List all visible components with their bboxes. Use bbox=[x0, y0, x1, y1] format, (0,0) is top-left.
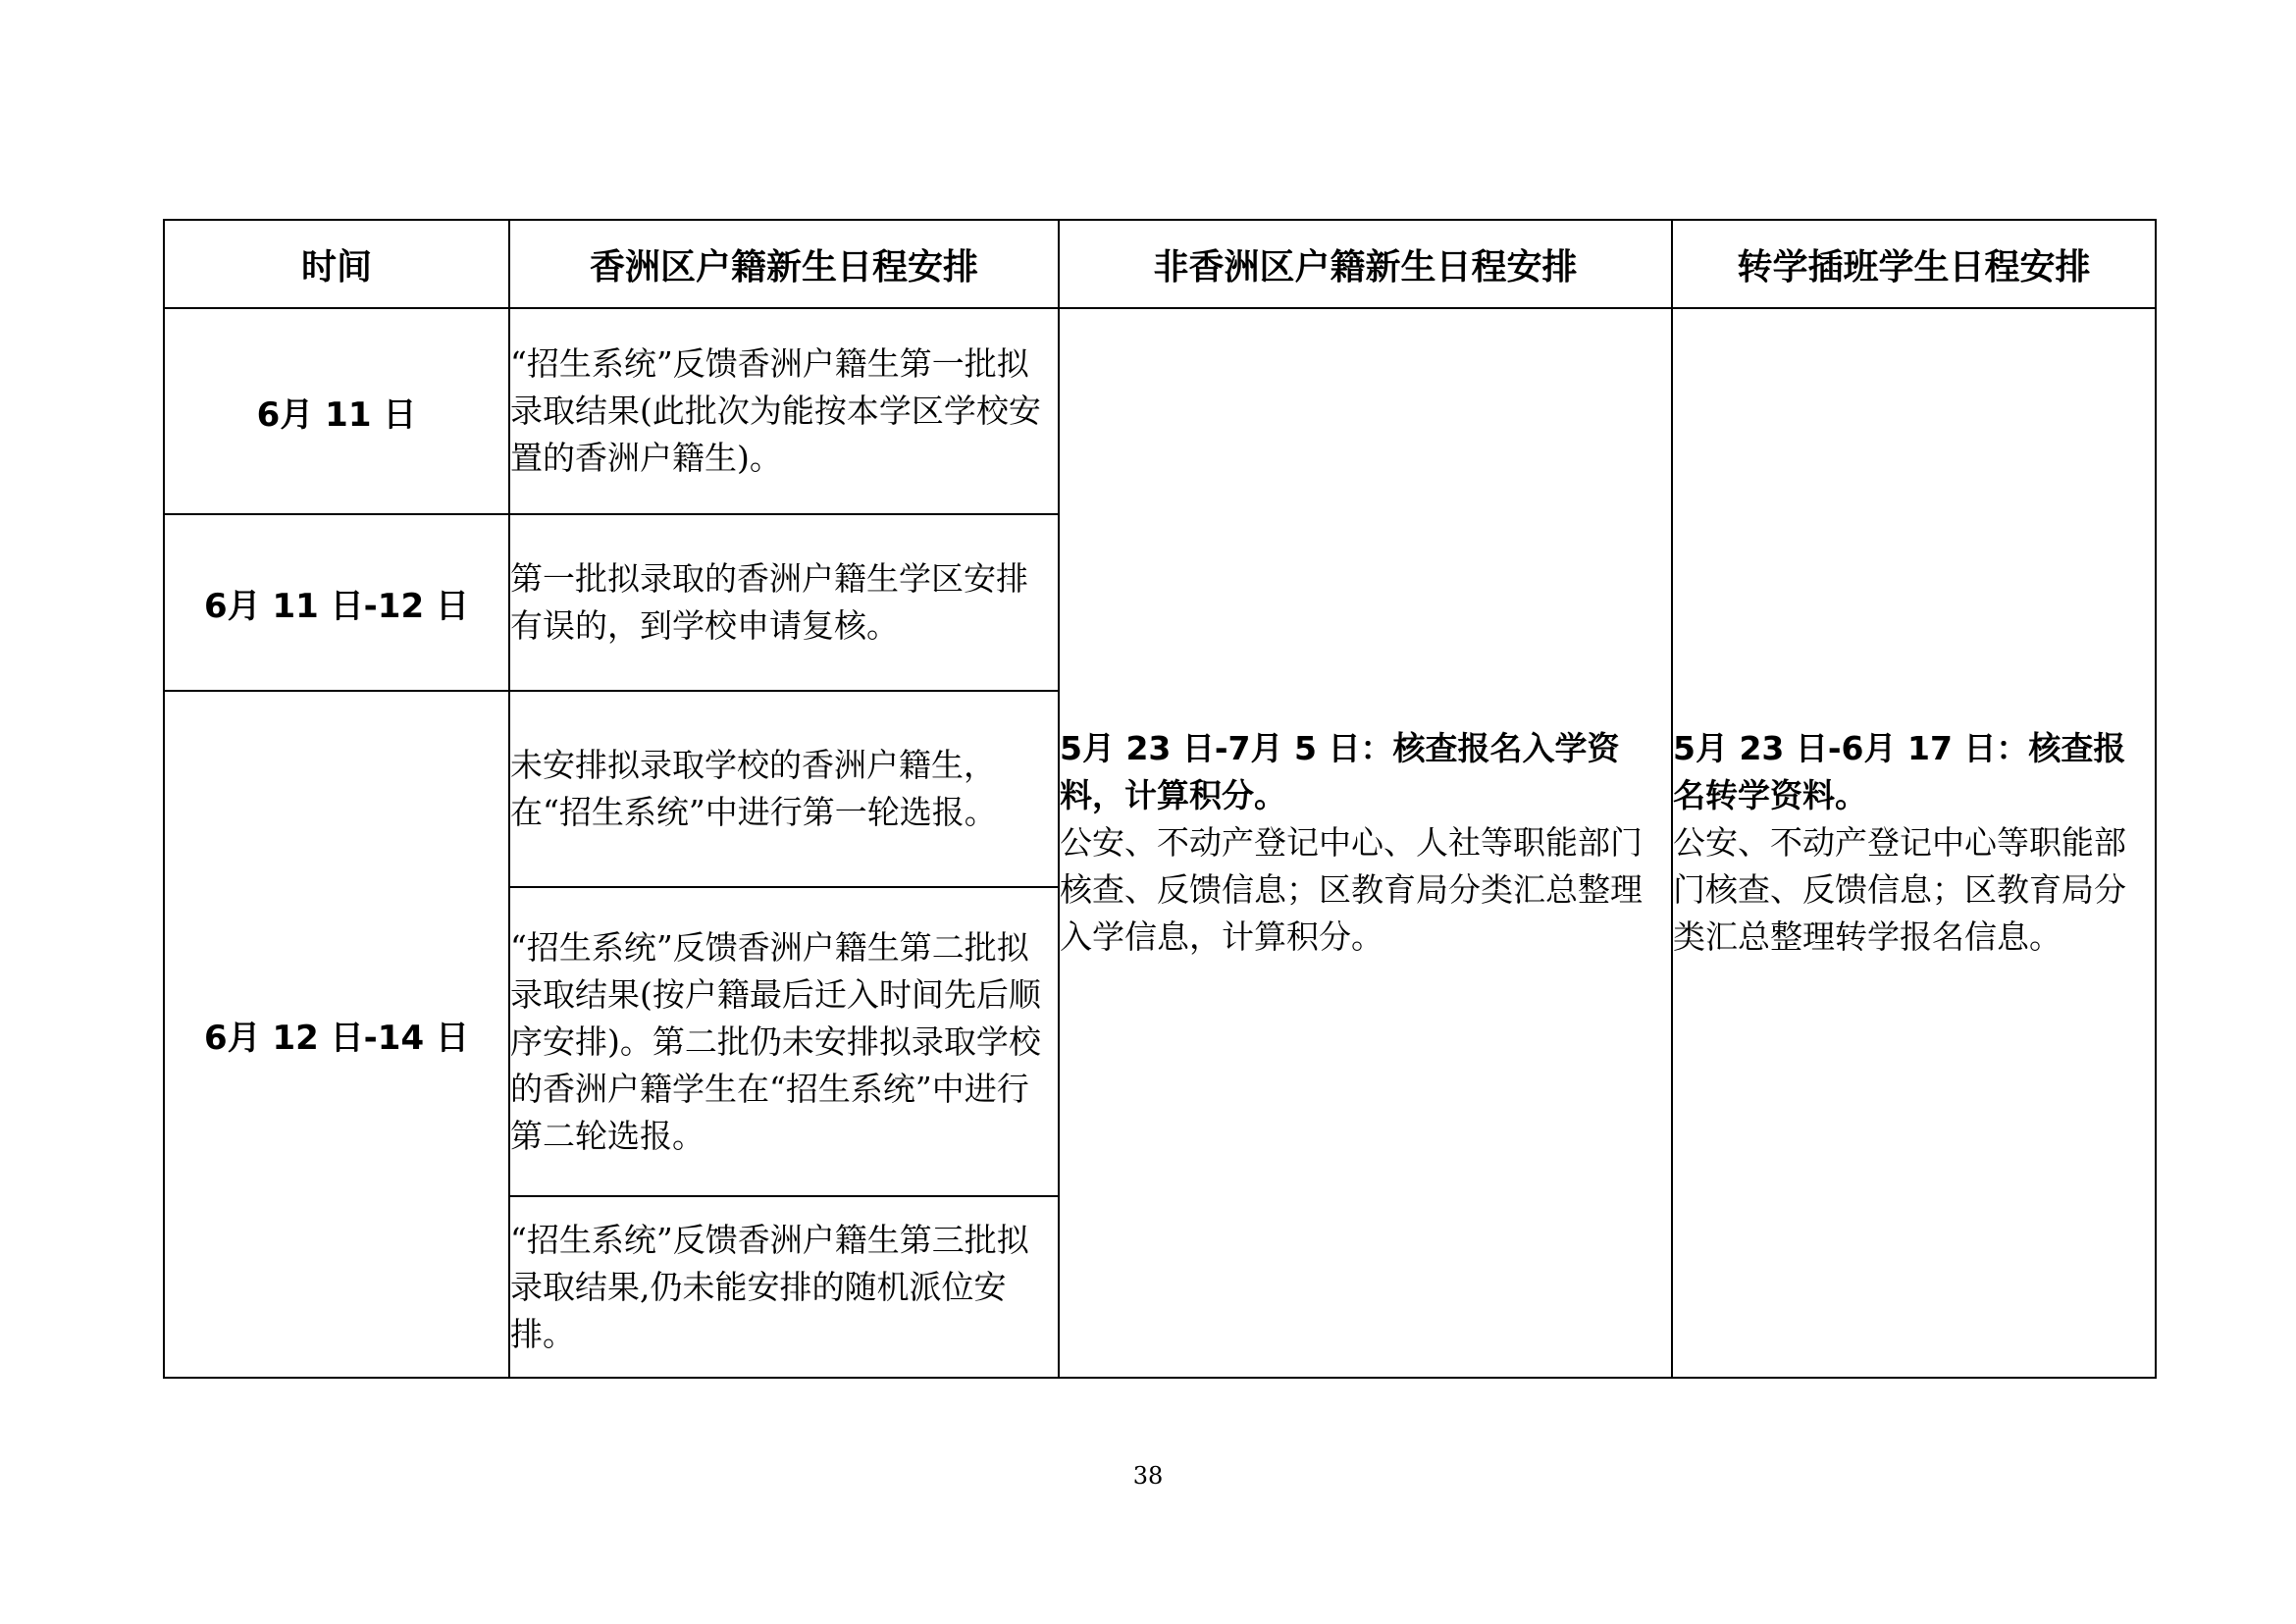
xz-cell: “招生系统”反馈香洲户籍生第二批拟录取结果(按户籍最后迁入时间先后顺序安排)。第二批仍未安排拟录取学校的香洲户籍学生在“招生系统”中进行第二轮选报。 bbox=[509, 887, 1059, 1196]
xz-cell: 未安排拟录取学校的香洲户籍生，在“招生系统”中进行第一轮选报。 bbox=[509, 691, 1059, 887]
transfer-text: 公安、不动产登记中心等职能部门核查、反馈信息；区教育局分类汇总整理转学报名信息。 bbox=[1673, 823, 2126, 956]
table-row bbox=[164, 308, 2156, 514]
transfer-bold-text: 5月 23 日-6月 17 日：核查报名转学资料。 bbox=[1673, 729, 2126, 814]
date-cell: 6月 11 日-12 日 bbox=[164, 514, 509, 691]
date-cell: 6月 12 日-14 日 bbox=[164, 691, 509, 1378]
header-non-xz-schedule: 非香洲区户籍新生日程安排 bbox=[1059, 220, 1672, 308]
date-cell: 6月 11 日 bbox=[164, 308, 509, 514]
header-xz-schedule: 香洲区户籍新生日程安排 bbox=[509, 220, 1059, 308]
non-xz-text: 公安、不动产登记中心、人社等职能部门核查、反馈信息；区教育局分类汇总整理入学信息，计算积分。 bbox=[1060, 823, 1643, 956]
xz-cell: “招生系统”反馈香洲户籍生第一批拟录取结果(此批次为能按本学区学校安置的香洲户籍生)。 bbox=[509, 308, 1059, 514]
header-transfer-schedule: 转学插班学生日程安排 bbox=[1672, 220, 2156, 308]
transfer-cell bbox=[1672, 308, 2156, 1378]
schedule-table bbox=[163, 219, 2157, 1379]
non-xz-cell bbox=[1059, 308, 1672, 1378]
non-xz-bold-text: 5月 23 日-7月 5 日：核查报名入学资料，计算积分。 bbox=[1060, 729, 1620, 814]
page-number: 38 bbox=[1132, 1462, 1164, 1490]
header-time: 时间 bbox=[164, 220, 509, 308]
header-row bbox=[164, 220, 2156, 308]
xz-cell: 第一批拟录取的香洲户籍生学区安排有误的，到学校申请复核。 bbox=[509, 514, 1059, 691]
xz-cell: “招生系统”反馈香洲户籍生第三批拟录取结果,仍未能安排的随机派位安排。 bbox=[509, 1196, 1059, 1378]
